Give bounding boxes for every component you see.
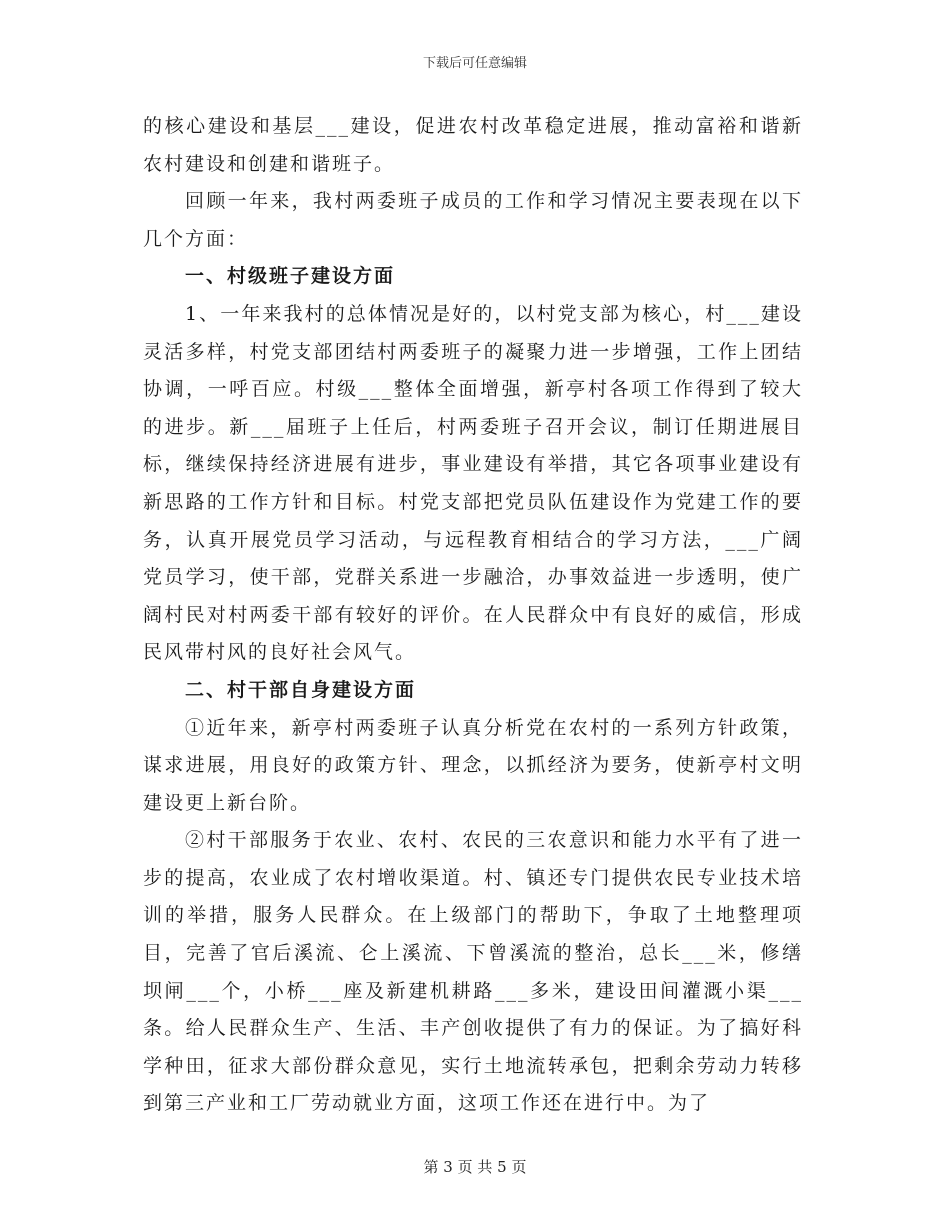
paragraph-section-1: 1、一年来我村的总体情况是好的，以村党支部为核心，村___建设灵活多样，村党支部团结村两委班子的凝聚力进一步增强，工作上团结协调，一呼百应。村级___整体全面增强，新亭村各项工作得到了较大的进步。新___届班子上任后，村两委班子召开会议，制订任期进展目标，继续保持经济进展有进步，事业建设有举措，其它各项事业建设有新思路的工作方针和目标。村党支部把党员队伍建设作为党建工作的要务，认真开展党员学习活动，与远程教育相结合的学习方法，___广阔党员学习，使干部，党群关系进一步融洽，办事效益进一步透明，使广阔村民对村两委干部有较好的评价。在人民群众中有良好的威信，形成民风带村风的良好社会风气。	[143, 302, 803, 664]
page-header: 下载后可任意编辑	[422, 56, 527, 71]
paragraph-continued: 的核心建设和基层___建设，促进农村改革稳定进展，推动富裕和谐新农村建设和创建和谐班子。	[143, 115, 803, 175]
paragraph-item-1: ①近年来，新亭村两委班子认真分析党在农村的一系列方针政策，谋求进展，用良好的政策方针、理念，以抓经济为要务，使新亭村文明建设更上新台阶。	[143, 716, 803, 814]
section-heading-2: 二、村干部自身建设方面	[185, 678, 417, 701]
paragraph-item-2: ②村干部服务于农业、农村、农民的三农意识和能力水平有了进一步的提高，农业成了农村增收渠道。村、镇还专门提供农民专业技术培训的举措，服务人民群众。在上级部门的帮助下，争取了土地整理项目，完善了官后溪流、仑上溪流、下曾溪流的整治，总长___米，修缮坝闸___个，小桥___座及新建机耕路___多米，建设田间灌溉小渠___条。给人民群众生产、生活、丰产创收提供了有力的保证。为了搞好科学种田，征求大部份群众意见，实行土地流转承包，把剩余劳动力转移到第三产业和工厂劳动就业方面，这项工作还在进行中。为了	[143, 829, 803, 1115]
page-footer: 第 3 页 共 5 页	[423, 1158, 527, 1176]
section-heading-1: 一、村级班子建设方面	[185, 265, 396, 288]
document-body	[143, 108, 803, 1123]
paragraph-review: 回顾一年来，我村两委班子成员的工作和学习情况主要表现在以下几个方面：	[143, 190, 803, 250]
